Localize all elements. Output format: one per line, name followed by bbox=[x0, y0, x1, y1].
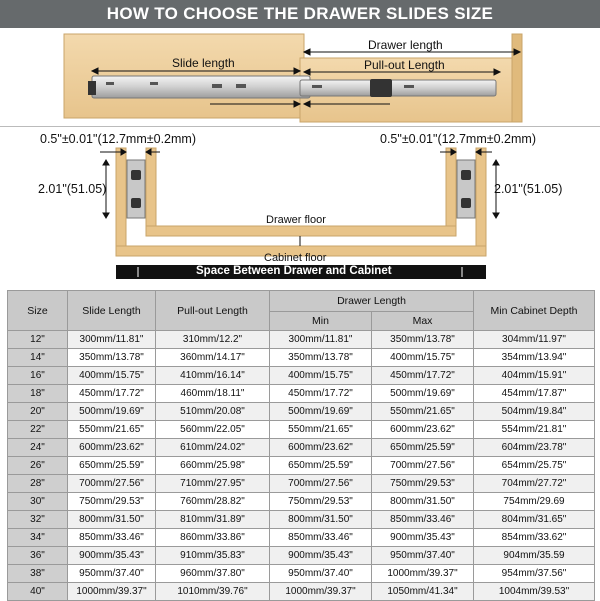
drawer-right-side bbox=[446, 148, 456, 236]
header-drawer-length: Drawer Length bbox=[270, 291, 474, 312]
drawer-side-diagram bbox=[0, 28, 600, 124]
cell-drawer-max: 1000mm/39.37" bbox=[372, 565, 474, 583]
cell-size: 36" bbox=[8, 547, 68, 565]
size-table bbox=[7, 290, 595, 601]
cell-drawer-min: 500mm/19.69" bbox=[270, 403, 372, 421]
cell-pullout-length: 410mm/16.14" bbox=[156, 367, 270, 385]
cell-drawer-min: 450mm/17.72" bbox=[270, 385, 372, 403]
cell-slide-length: 750mm/29.53" bbox=[68, 493, 156, 511]
cell-drawer-max: 750mm/29.53" bbox=[372, 475, 474, 493]
cell-pullout-length: 810mm/31.89" bbox=[156, 511, 270, 529]
cell-drawer-min: 300mm/11.81" bbox=[270, 331, 372, 349]
header-min: Min bbox=[270, 312, 372, 331]
space-between-label: Space Between Drawer and Cabinet bbox=[196, 265, 392, 277]
cell-drawer-min: 650mm/25.59" bbox=[270, 457, 372, 475]
cell-drawer-max: 850mm/33.46" bbox=[372, 511, 474, 529]
cell-drawer-max: 1050mm/41.34" bbox=[372, 583, 474, 601]
table-row bbox=[8, 367, 595, 385]
cell-pullout-length: 310mm/12.2" bbox=[156, 331, 270, 349]
cell-drawer-max: 500mm/19.69" bbox=[372, 385, 474, 403]
cell-min-cabinet-depth: 1004mm/39.53" bbox=[474, 583, 595, 601]
cell-slide-length: 650mm/25.59" bbox=[68, 457, 156, 475]
header-slide-length: Slide Length bbox=[68, 291, 156, 331]
cell-size: 18" bbox=[8, 385, 68, 403]
table-row bbox=[8, 475, 595, 493]
cell-size: 34" bbox=[8, 529, 68, 547]
slide-latch bbox=[370, 79, 392, 97]
cell-slide-length: 550mm/21.65" bbox=[68, 421, 156, 439]
cell-slide-length: 950mm/37.40" bbox=[68, 565, 156, 583]
cell-min-cabinet-depth: 754mm/29.69 bbox=[474, 493, 595, 511]
slide-extension bbox=[300, 80, 496, 96]
cell-pullout-length: 960mm/37.80" bbox=[156, 565, 270, 583]
header-pullout-length: Pull-out Length bbox=[156, 291, 270, 331]
table-row bbox=[8, 565, 595, 583]
cell-slide-length: 350mm/13.78" bbox=[68, 349, 156, 367]
cell-slide-length: 300mm/11.81" bbox=[68, 331, 156, 349]
cell-size: 14" bbox=[8, 349, 68, 367]
slide-end-stop bbox=[88, 81, 96, 95]
table-row bbox=[8, 493, 595, 511]
table-row bbox=[8, 457, 595, 475]
cell-min-cabinet-depth: 554mm/21.81" bbox=[474, 421, 595, 439]
table-row bbox=[8, 385, 595, 403]
cell-size: 12" bbox=[8, 331, 68, 349]
cell-min-cabinet-depth: 954mm/37.56" bbox=[474, 565, 595, 583]
cell-drawer-min: 800mm/31.50" bbox=[270, 511, 372, 529]
cell-slide-length: 850mm/33.46" bbox=[68, 529, 156, 547]
cell-min-cabinet-depth: 854mm/33.62" bbox=[474, 529, 595, 547]
cell-min-cabinet-depth: 454mm/17.87" bbox=[474, 385, 595, 403]
drawer-front bbox=[512, 34, 522, 122]
cell-size: 24" bbox=[8, 439, 68, 457]
cell-size: 16" bbox=[8, 367, 68, 385]
pullout-length-label: Pull-out Length bbox=[364, 58, 445, 72]
drawer-length-label: Drawer length bbox=[368, 38, 443, 52]
cell-pullout-length: 1010mm/39.76" bbox=[156, 583, 270, 601]
table-row bbox=[8, 439, 595, 457]
cabinet-floor-label: Cabinet floor bbox=[264, 252, 327, 264]
cell-drawer-min: 350mm/13.78" bbox=[270, 349, 372, 367]
drawer-bottom bbox=[146, 226, 456, 236]
cross-section-diagram bbox=[0, 124, 600, 284]
table-row bbox=[8, 403, 595, 421]
table-row bbox=[8, 511, 595, 529]
drawer-side-illustration bbox=[0, 28, 600, 124]
cell-slide-length: 1000mm/39.37" bbox=[68, 583, 156, 601]
cell-pullout-length: 460mm/18.11" bbox=[156, 385, 270, 403]
cell-drawer-max: 800mm/31.50" bbox=[372, 493, 474, 511]
cell-drawer-max: 600mm/23.62" bbox=[372, 421, 474, 439]
cell-size: 38" bbox=[8, 565, 68, 583]
cell-size: 20" bbox=[8, 403, 68, 421]
right-cabinet-wall bbox=[476, 148, 486, 256]
cell-slide-length: 600mm/23.62" bbox=[68, 439, 156, 457]
drawer-left-side bbox=[146, 148, 156, 236]
left-slide bbox=[127, 160, 145, 218]
right-slide bbox=[457, 160, 475, 218]
cell-drawer-max: 400mm/15.75" bbox=[372, 349, 474, 367]
cell-drawer-min: 950mm/37.40" bbox=[270, 565, 372, 583]
cell-drawer-min: 550mm/21.65" bbox=[270, 421, 372, 439]
cell-drawer-max: 650mm/25.59" bbox=[372, 439, 474, 457]
cell-size: 30" bbox=[8, 493, 68, 511]
header-size: Size bbox=[8, 291, 68, 331]
left-cabinet-wall bbox=[116, 148, 126, 256]
cell-drawer-min: 700mm/27.56" bbox=[270, 475, 372, 493]
cell-drawer-max: 450mm/17.72" bbox=[372, 367, 474, 385]
cell-drawer-max: 350mm/13.78" bbox=[372, 331, 474, 349]
cell-pullout-length: 710mm/27.95" bbox=[156, 475, 270, 493]
header-max: Max bbox=[372, 312, 474, 331]
cell-slide-length: 800mm/31.50" bbox=[68, 511, 156, 529]
cell-min-cabinet-depth: 354mm/13.94" bbox=[474, 349, 595, 367]
left-height-label: 2.01"(51.05) bbox=[38, 182, 107, 196]
cell-drawer-min: 750mm/29.53" bbox=[270, 493, 372, 511]
slide-rail bbox=[92, 76, 310, 98]
table-row bbox=[8, 547, 595, 565]
table-row bbox=[8, 583, 595, 601]
cell-pullout-length: 610mm/24.02" bbox=[156, 439, 270, 457]
drawer-floor-label: Drawer floor bbox=[266, 214, 326, 226]
cell-min-cabinet-depth: 704mm/27.72" bbox=[474, 475, 595, 493]
cell-min-cabinet-depth: 604mm/23.78" bbox=[474, 439, 595, 457]
cell-min-cabinet-depth: 904mm/35.59 bbox=[474, 547, 595, 565]
cell-drawer-max: 950mm/37.40" bbox=[372, 547, 474, 565]
slide-length-label: Slide length bbox=[172, 56, 235, 70]
cell-slide-length: 450mm/17.72" bbox=[68, 385, 156, 403]
cell-size: 40" bbox=[8, 583, 68, 601]
page-title: HOW TO CHOOSE THE DRAWER SLIDES SIZE bbox=[0, 0, 600, 28]
table-row bbox=[8, 421, 595, 439]
cell-slide-length: 400mm/15.75" bbox=[68, 367, 156, 385]
table-row bbox=[8, 331, 595, 349]
cell-drawer-max: 900mm/35.43" bbox=[372, 529, 474, 547]
cell-min-cabinet-depth: 804mm/31.65" bbox=[474, 511, 595, 529]
cell-pullout-length: 860mm/33.86" bbox=[156, 529, 270, 547]
cell-drawer-min: 400mm/15.75" bbox=[270, 367, 372, 385]
cell-size: 26" bbox=[8, 457, 68, 475]
cell-pullout-length: 510mm/20.08" bbox=[156, 403, 270, 421]
table-row bbox=[8, 529, 595, 547]
cell-min-cabinet-depth: 304mm/11.97" bbox=[474, 331, 595, 349]
cell-min-cabinet-depth: 504mm/19.84" bbox=[474, 403, 595, 421]
cell-min-cabinet-depth: 404mm/15.91" bbox=[474, 367, 595, 385]
cell-pullout-length: 660mm/25.98" bbox=[156, 457, 270, 475]
table-body bbox=[8, 331, 595, 601]
right-gap-label: 0.5"±0.01"(12.7mm±0.2mm) bbox=[380, 132, 536, 146]
cell-size: 28" bbox=[8, 475, 68, 493]
right-height-label: 2.01"(51.05) bbox=[494, 182, 563, 196]
table-row bbox=[8, 349, 595, 367]
cell-drawer-max: 550mm/21.65" bbox=[372, 403, 474, 421]
cell-slide-length: 500mm/19.69" bbox=[68, 403, 156, 421]
cell-pullout-length: 560mm/22.05" bbox=[156, 421, 270, 439]
cell-slide-length: 900mm/35.43" bbox=[68, 547, 156, 565]
cell-drawer-min: 1000mm/39.37" bbox=[270, 583, 372, 601]
cell-size: 22" bbox=[8, 421, 68, 439]
cell-drawer-min: 600mm/23.62" bbox=[270, 439, 372, 457]
cell-min-cabinet-depth: 654mm/25.75" bbox=[474, 457, 595, 475]
cell-drawer-min: 850mm/33.46" bbox=[270, 529, 372, 547]
cell-drawer-min: 900mm/35.43" bbox=[270, 547, 372, 565]
cell-drawer-max: 700mm/27.56" bbox=[372, 457, 474, 475]
header-min-cabinet-depth: Min Cabinet Depth bbox=[474, 291, 595, 331]
left-gap-label: 0.5"±0.01"(12.7mm±0.2mm) bbox=[40, 132, 196, 146]
cell-size: 32" bbox=[8, 511, 68, 529]
cell-pullout-length: 360mm/14.17" bbox=[156, 349, 270, 367]
cell-pullout-length: 910mm/35.83" bbox=[156, 547, 270, 565]
cell-slide-length: 700mm/27.56" bbox=[68, 475, 156, 493]
cell-pullout-length: 760mm/28.82" bbox=[156, 493, 270, 511]
